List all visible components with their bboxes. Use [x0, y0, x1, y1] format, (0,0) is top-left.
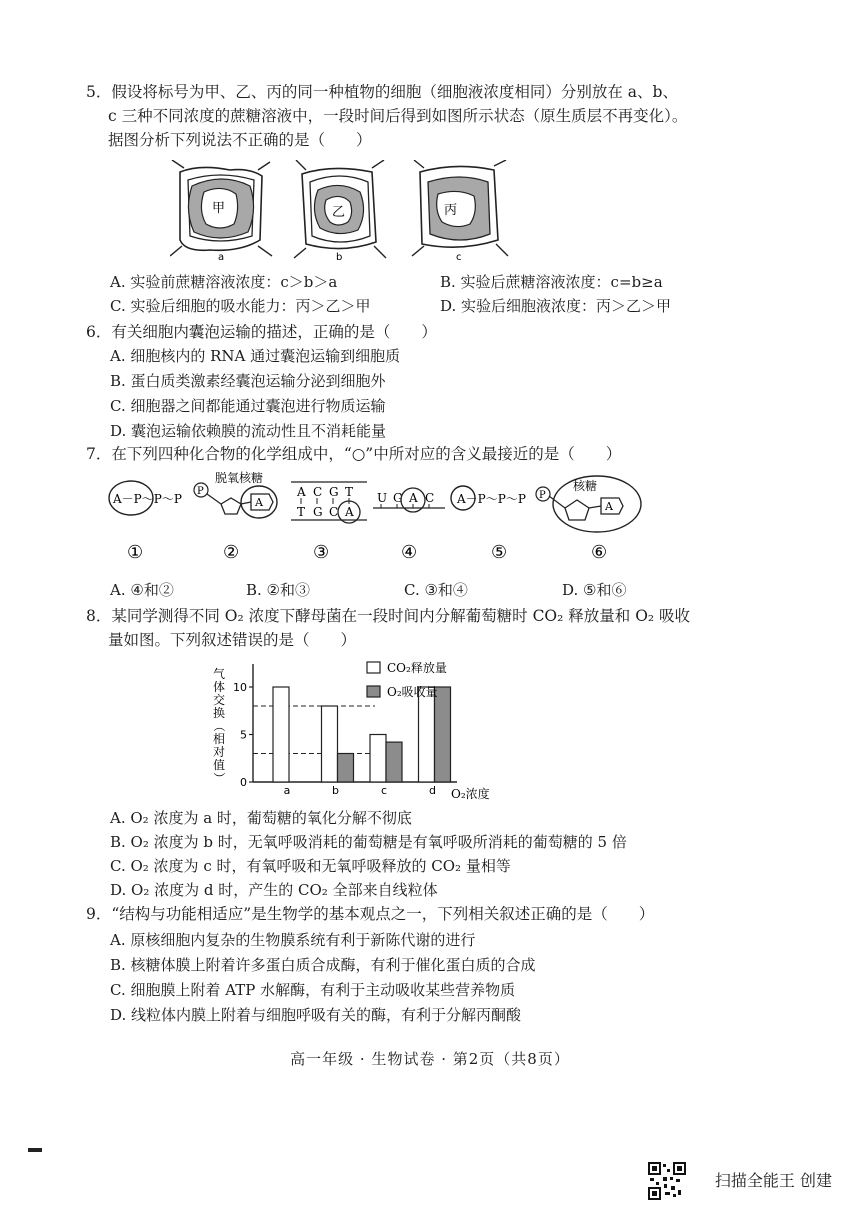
numeral-5: ⑤ — [491, 542, 508, 563]
q7-option-c: C. ③和④ — [404, 581, 468, 599]
numeral-4: ④ — [401, 542, 418, 563]
chart-ylabel-char: ） — [212, 771, 226, 785]
q6-stem: 6．有关细胞内囊泡运输的描述，正确的是（ ） — [86, 323, 437, 341]
dna-top-3: G — [329, 485, 339, 499]
numeral-6: ⑥ — [591, 542, 608, 563]
chart-bar — [273, 687, 289, 782]
gas-exchange-chart — [205, 658, 515, 806]
dna-top-1: A — [297, 485, 306, 499]
q8-option-b: B. O₂ 浓度为 b 时，无氧呼吸消耗的葡萄糖是有氧呼吸所消耗的葡萄糖的 5 倍 — [110, 833, 627, 851]
chart-y-tick-label: 5 — [240, 728, 247, 742]
q8-option-a: A. O₂ 浓度为 a 时，葡萄糖的氧化分解不彻底 — [110, 809, 412, 827]
compound-4 — [373, 488, 445, 512]
q7-option-a: A. ④和② — [110, 581, 174, 599]
rna-base-1: U — [377, 491, 388, 505]
q9-option-a: A. 原核细胞内复杂的生物膜系统有利于新陈代谢的进行 — [110, 931, 476, 949]
chart-legend — [367, 661, 447, 699]
dna-bottom-4: A — [345, 505, 354, 519]
chart-y-tick-label: 10 — [233, 681, 247, 694]
compound-2-label: 脱氧核糖 — [215, 471, 264, 485]
compound-1 — [109, 481, 182, 515]
cell-a-label: 甲 — [212, 201, 226, 216]
dna-top-2: C — [313, 485, 323, 499]
q8-line-1: 8．某同学测得不同 O₂ 浓度下酵母菌在一段时间内分解葡萄糖时 CO₂ 释放量和 O₂ 吸收 — [86, 607, 691, 625]
chart-bar — [419, 687, 435, 782]
q7-option-d: D. ⑤和⑥ — [562, 581, 627, 599]
chart-legend-swatch — [367, 686, 380, 697]
numeral-2: ② — [223, 542, 240, 563]
dna-top-4: T — [345, 485, 354, 499]
chart-legend-label: O₂吸收量 — [387, 685, 438, 699]
chart-x-tick-label: a — [283, 784, 291, 797]
chart-bars — [273, 687, 451, 782]
cell-b-caption: b — [336, 252, 343, 263]
cell-b-label: 乙 — [332, 205, 346, 220]
chart-legend-swatch — [367, 662, 380, 673]
chart-x-tick-label: d — [429, 784, 436, 797]
chart-ylabel — [212, 666, 226, 784]
q6-option-c: C. 细胞器之间都能通过囊泡进行物质运输 — [110, 397, 386, 415]
numeral-3: ③ — [313, 542, 330, 563]
dna-bottom-1: T — [297, 505, 306, 519]
scanner-watermark: 扫描全能王 创建 — [714, 1171, 832, 1190]
compound-3 — [291, 482, 367, 523]
chart-y-tick-label: 0 — [240, 776, 247, 789]
compound-6-a: A — [605, 500, 613, 513]
rna-base-2: G — [393, 491, 403, 505]
cell-a-caption: a — [218, 252, 225, 263]
q8-line-2: 量如图。下列叙述错误的是（ ） — [108, 631, 357, 649]
chart-xlabel: O₂浓度 — [451, 787, 490, 801]
chart-bar — [338, 754, 354, 783]
cell-a — [170, 160, 272, 263]
q9-stem: 9．“结构与功能相适应”是生物学的基本观点之一，下列相关叙述正确的是（ ） — [86, 905, 655, 923]
scan-corner-mark — [28, 1148, 42, 1152]
q5-line-1: 5．假设将标号为甲、乙、丙的同一种植物的细胞（细胞液浓度相同）分别放在 a、b、 — [86, 83, 678, 101]
chart-bar — [386, 742, 402, 782]
compound-1-text: A－P～P～P — [113, 492, 182, 506]
q7-stem: 7．在下列四种化合物的化学组成中，“○”中所对应的含义最接近的是（ ） — [86, 445, 622, 463]
compound-5 — [451, 486, 526, 510]
q5-option-c: C. 实验后细胞的吸水能力：丙＞乙＞甲 — [110, 297, 371, 315]
chart-ylabel-char: 对 — [212, 745, 226, 759]
numeral-1: ① — [127, 542, 144, 563]
chart-ylabel-char: 换 — [212, 706, 226, 720]
plant-cells-figure — [170, 160, 510, 265]
compound-6 — [536, 476, 641, 532]
q6-option-a: A. 细胞核内的 RNA 通过囊泡运输到细胞质 — [110, 347, 401, 365]
chart-x-tick-label: b — [332, 784, 339, 797]
compound-6-p: P — [539, 490, 546, 501]
chart-bar — [370, 735, 386, 783]
q9-option-d: D. 线粒体内膜上附着与细胞呼吸有关的酶，有利于分解丙酮酸 — [110, 1006, 522, 1024]
q7-option-b: B. ②和③ — [246, 581, 311, 599]
compounds-figure — [105, 468, 705, 568]
q5-option-d: D. 实验后细胞液浓度：丙＞乙＞甲 — [440, 297, 672, 315]
q5-line-2: c 三种不同浓度的蔗糖溶液中，一段时间后得到如图所示状态（原生质层不再变化）。 — [108, 107, 688, 125]
cell-c-label: 丙 — [444, 203, 458, 218]
cell-c — [412, 160, 508, 263]
q5-line-3: 据图分析下列说法不正确的是（ ） — [108, 131, 372, 149]
compound-2-p: P — [197, 486, 204, 497]
dna-bottom-2: G — [313, 505, 323, 519]
chart-bar — [435, 687, 451, 782]
compound-5-text: A－P～P～P — [457, 492, 526, 506]
qr-code-icon — [648, 1162, 686, 1200]
chart-ylabel-char: 相 — [212, 732, 226, 746]
q9-option-c: C. 细胞膜上附着 ATP 水解酶，有利于主动吸收某些营养物质 — [110, 981, 516, 999]
rna-base-4: C — [425, 491, 435, 505]
page-footer: 高一年级 · 生物试卷 · 第2页（共8页） — [290, 1050, 570, 1068]
chart-bar — [322, 706, 338, 782]
q8-option-d: D. O₂ 浓度为 d 时，产生的 CO₂ 全部来自线粒体 — [110, 881, 438, 899]
chart-ylabel-char: 值 — [212, 758, 226, 772]
chart-ylabel-char: （ — [212, 719, 226, 733]
compound-2 — [194, 470, 277, 518]
q5-option-b: B. 实验后蔗糖溶液浓度：c=b≥a — [440, 273, 663, 291]
chart-x-tick-label: c — [380, 784, 388, 797]
compound-2-a: A — [255, 496, 263, 509]
q9-option-b: B. 核糖体膜上附着许多蛋白质合成酶，有利于催化蛋白质的合成 — [110, 956, 536, 974]
cell-c-caption: c — [456, 252, 462, 263]
q8-option-c: C. O₂ 浓度为 c 时，有氧呼吸和无氧呼吸释放的 CO₂ 量相等 — [110, 857, 511, 875]
chart-ylabel-char: 交 — [212, 693, 226, 707]
chart-legend-label: CO₂释放量 — [387, 661, 447, 675]
chart-ylabel-char: 体 — [212, 680, 226, 694]
q6-option-b: B. 蛋白质类激素经囊泡运输分泌到细胞外 — [110, 372, 386, 390]
rna-base-3: A — [409, 491, 418, 505]
chart-ylabel-char: 气 — [212, 667, 226, 681]
dna-bottom-3: C — [329, 505, 339, 519]
cell-b — [294, 160, 386, 263]
q6-option-d: D. 囊泡运输依赖膜的流动性且不消耗能量 — [110, 422, 387, 440]
compound-6-label: 核糖 — [573, 479, 598, 493]
q5-option-a: A. 实验前蔗糖溶液浓度：c＞b＞a — [110, 273, 338, 291]
